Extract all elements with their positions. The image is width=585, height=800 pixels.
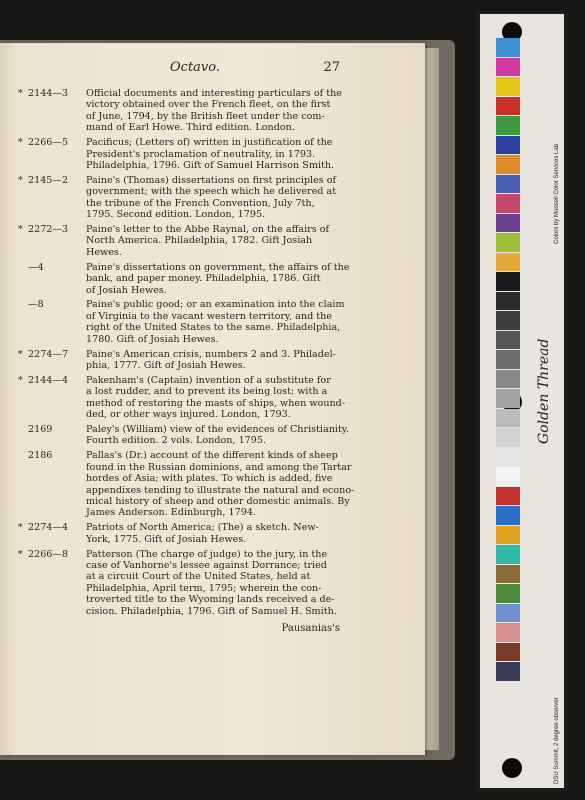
entry-continuation-line: Hewes. <box>86 246 122 258</box>
color-patch <box>496 350 520 369</box>
color-patch <box>496 175 520 194</box>
color-patch <box>496 233 520 252</box>
entry-continuation-line: victory obtained over the French fleet, on the first <box>86 99 331 111</box>
asterisk-mark: * <box>18 88 23 99</box>
color-patch <box>496 331 520 350</box>
color-patch <box>496 136 520 155</box>
color-patch <box>496 545 520 564</box>
entry-continuation-line: appendixes tending to illustrate the natural and econo- <box>86 484 355 496</box>
entry-continuation-line: found in the Russian dominions, and among the Tartar <box>86 461 352 473</box>
hole-bottom <box>502 758 522 778</box>
color-patch <box>496 389 520 408</box>
entry-continuation-line: 1795. Second edition. London, 1795. <box>86 209 266 221</box>
entry-first-line <box>18 375 340 386</box>
shelf-number: 2272—3 <box>28 223 69 235</box>
entry-continuation-line: bank, and paper money. Philadelphia, 1786. Gift <box>86 273 321 285</box>
entry-first-line <box>18 224 340 235</box>
color-patch <box>496 643 520 662</box>
entry-continuation-line: of Virginia to the vacant western territory, and the <box>86 310 332 322</box>
entry-continuation-line: James Anderson. Edinburgh, 1794. <box>86 507 256 519</box>
asterisk-mark: * <box>18 348 23 360</box>
golden-thread-label: Golden Thread <box>536 338 552 444</box>
color-patch <box>496 253 520 272</box>
entry-text: Pallas's (Dr.) account of the different kinds of sheep <box>86 450 338 462</box>
color-patch <box>496 623 520 642</box>
catalog-entry <box>18 261 350 296</box>
color-patch <box>496 662 520 681</box>
entry-first-line <box>18 299 345 311</box>
asterisk-mark: * <box>18 223 23 235</box>
page-header <box>20 60 340 78</box>
color-patch <box>496 116 520 135</box>
color-patch <box>496 272 520 291</box>
color-patch <box>496 194 520 213</box>
entry-continuation-line: President's proclamation of neutrality, in 1793. <box>86 148 316 160</box>
entry-continuation-line: cision. Philadelphia, 1796. Gift of Samuel H. Smith. <box>86 605 337 617</box>
color-checker-strip <box>476 10 568 792</box>
shelf-number: —4 <box>28 261 44 273</box>
entry-continuation-line: government; with the speech which he delivered at <box>86 186 337 198</box>
entry-continuation-line: ded, or other ways injured. London, 1793. <box>86 409 291 421</box>
color-patch <box>496 409 520 428</box>
color-patch <box>496 77 520 96</box>
asterisk-mark: * <box>18 548 23 560</box>
entry-continuation-line: of Josiah Hewes. <box>86 284 167 296</box>
catchword: Pausanias's <box>281 623 340 635</box>
entry-continuation-line: Philadelphia, 1796. Gift of Samuel Harrison Smith. <box>86 159 335 171</box>
entry-continuation-line: hordes of Asia; with plates. To which is added, five <box>86 473 333 485</box>
shelf-number: 2144—4 <box>28 374 69 386</box>
shelf-number: 2274—4 <box>28 522 69 534</box>
color-patch <box>496 155 520 174</box>
color-checker-card <box>480 14 564 788</box>
entry-first-line <box>18 522 340 533</box>
color-patch <box>496 506 520 525</box>
entry-first-line <box>18 349 340 360</box>
color-patch <box>496 584 520 603</box>
shelf-number: 2169 <box>28 423 53 435</box>
color-patch <box>496 565 520 584</box>
catalog-entry <box>18 374 346 421</box>
entry-first-line <box>18 261 350 273</box>
catalog-entries <box>18 88 355 635</box>
entry-first-line <box>18 450 340 461</box>
entry-text: Patriots of North America; (The) a sketch. New- <box>86 522 319 534</box>
entry-continuation-line: Philadelphia, April term, 1795; wherein the con- <box>86 582 322 594</box>
catalog-entry <box>18 299 345 345</box>
entry-continuation-line: troverted title to the Wyoming lands received a de- <box>86 594 335 606</box>
color-patch <box>496 38 520 57</box>
entry-continuation-line: York, 1775. Gift of Josiah Hewes. <box>86 533 247 545</box>
shelf-number: 2186 <box>28 450 53 462</box>
entry-first-line <box>18 175 340 186</box>
color-patch <box>496 467 520 486</box>
entry-continuation-line: of June, 1794, by the British fleet under the com- <box>86 110 325 122</box>
color-patch <box>496 370 520 389</box>
shelf-number: 2274—7 <box>28 348 69 360</box>
catalog-entry <box>18 175 340 221</box>
asterisk-mark: * <box>18 522 23 534</box>
entry-continuation-line: case of Vanhorne's lessee against Dorrance; tried <box>86 559 327 571</box>
entry-continuation-line: right of the United States to the same. Philadelphia, <box>86 322 341 334</box>
catalog-entry <box>18 224 340 258</box>
entry-text: Paley's (William) view of the evidences of Christianity. <box>86 423 350 435</box>
catalog-entry <box>18 349 340 372</box>
entry-continuation-line: mand of Earl Howe. Third edition. London. <box>86 122 295 134</box>
entry-text: Pakenham's (Captain) invention of a substitute for <box>86 374 331 386</box>
color-patch <box>496 214 520 233</box>
color-patch <box>496 526 520 545</box>
entry-continuation-line: 1780. Gift of Josiah Hewes. <box>86 333 219 345</box>
color-patch <box>496 97 520 116</box>
color-patch <box>496 58 520 77</box>
catalog-entry <box>18 423 350 447</box>
entry-text: Paine's American crisis, numbers 2 and 3. Philadel- <box>86 348 336 360</box>
color-patch <box>496 311 520 330</box>
entry-continuation-line: the tribune of the French Convention, July 7th, <box>86 197 315 209</box>
running-title: Octavo. <box>170 60 220 75</box>
page-number: 27 <box>323 60 340 75</box>
color-patch <box>496 428 520 447</box>
entry-continuation-line: at a circuit Court of the United States, held at <box>86 571 311 583</box>
entry-text: Paine's letter to the Abbe Raynal, on the affairs of <box>86 223 330 235</box>
entry-first-line <box>18 549 340 560</box>
catalog-entry <box>18 88 340 134</box>
entry-continuation-line: Fourth edition. 2 vols. London, 1795. <box>86 435 267 447</box>
asterisk-mark: * <box>18 174 23 186</box>
entry-text: Pacificus; (Letters of) written in justification of the <box>86 137 333 149</box>
entry-first-line <box>18 423 350 435</box>
entry-text: Patterson (The charge of judge) to the jury, in the <box>86 548 328 560</box>
color-patch <box>496 487 520 506</box>
page-edges <box>425 48 439 750</box>
entry-continuation-line: phia, 1777. Gift of Josiah Hewes. <box>86 359 246 371</box>
entry-continuation-line: North America. Philadelphia, 1782. Gift Josiah <box>86 235 313 247</box>
shelf-number: 2145—2 <box>28 174 69 186</box>
entry-continuation-line: a lost rudder, and to prevent its being lost; with a <box>86 386 328 398</box>
entry-first-line <box>18 137 340 148</box>
entry-continuation-line: method of restoring the masts of ships, when wound- <box>86 397 346 409</box>
shelf-number: 2266—5 <box>28 137 69 149</box>
color-patch <box>496 292 520 311</box>
entry-text: Official documents and interesting particulars of the <box>86 88 342 99</box>
book-page <box>0 43 425 755</box>
asterisk-mark: * <box>18 137 23 149</box>
entry-first-line <box>18 88 340 99</box>
shelf-number: —8 <box>28 299 44 311</box>
shelf-number: 2266—8 <box>28 548 69 560</box>
asterisk-mark: * <box>18 374 23 386</box>
catalog-entry <box>18 522 340 545</box>
catalog-entry <box>18 450 355 519</box>
color-patch <box>496 448 520 467</box>
color-patches <box>496 38 520 682</box>
catalog-entry <box>18 137 340 171</box>
shelf-number: 2144—3 <box>28 88 69 99</box>
entry-text: Paine's (Thomas) dissertations on first principles of <box>86 174 337 186</box>
color-patch <box>496 604 520 623</box>
munsell-label: Colors by Munsell Color Services Lab <box>554 143 560 244</box>
observer-label: DSU Summit, 2 degree observer <box>554 697 560 784</box>
entry-text: Paine's public good; or an examination into the claim <box>86 299 345 311</box>
entry-text: Paine's dissertations on government, the affairs of the <box>86 261 350 273</box>
entry-continuation-line: mical history of sheep and other domestic animals. By <box>86 495 350 507</box>
catalog-entry <box>18 549 340 617</box>
